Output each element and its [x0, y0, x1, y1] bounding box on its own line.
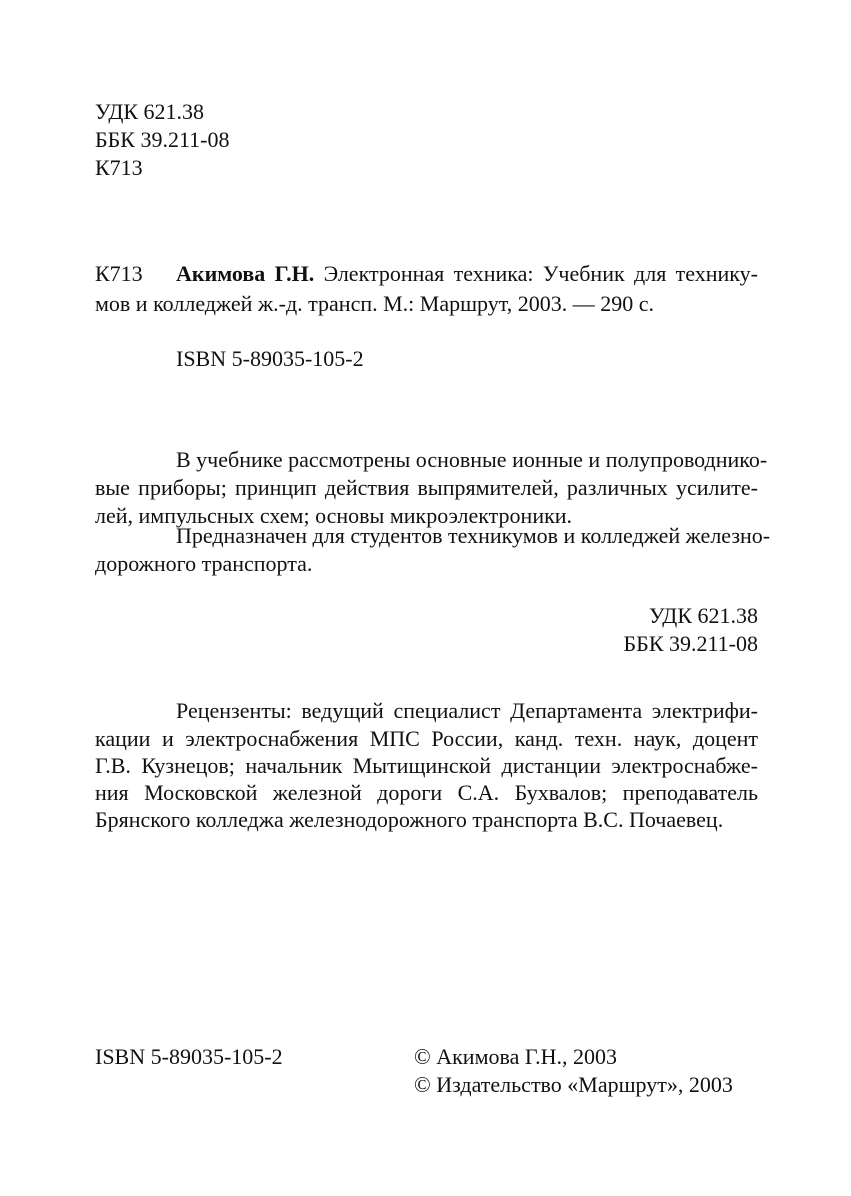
- copyright-author: © Акимова Г.Н., 2003: [414, 1044, 617, 1069]
- bibliographic-line-2: мов и колледжей ж.-д. трансп. М.: Маршрут, 2003. — 290 с.: [95, 291, 654, 316]
- reviewers-line: Г.В. Кузнецов; начальник Мытищинской дистанции электроснабже-: [95, 753, 758, 778]
- bbk-code-right: ББК 39.211-08: [623, 631, 758, 656]
- isbn-footer: ISBN 5-89035-105-2: [95, 1044, 283, 1069]
- isbn-record: ISBN 5-89035-105-2: [176, 346, 364, 371]
- reviewers-line: ния Московской железной дороги С.А. Бухвалов; преподаватель: [95, 780, 758, 805]
- reviewers-line: Рецензенты: ведущий специалист Департамента электрифи-: [176, 698, 758, 723]
- udk-code-right: УДК 621.38: [648, 603, 758, 628]
- annotation-line: В учебнике рассмотрены основные ионные и полупроводнико-: [176, 447, 768, 472]
- author-name: Акимова Г.Н.: [176, 261, 315, 286]
- copyright-publisher: © Издательство «Маршрут», 2003: [414, 1072, 733, 1097]
- annotation-line: лей, импульсных схем; основы микроэлектроники.: [95, 503, 573, 528]
- title-text: Электронная техника: Учебник для технику-: [323, 261, 758, 286]
- udk-code-top: УДК 621.38: [95, 99, 205, 124]
- reviewers-line: кации и электроснабжения МПС России, канд. техн. наук, доцент: [95, 726, 758, 751]
- annotation-line: Предназначен для студентов техникумов и колледжей железно-: [176, 523, 771, 548]
- annotation-line: дорожного транспорта.: [95, 551, 313, 576]
- reviewers-line: Брянского колледжа железнодорожного транспорта В.С. Почаевец.: [95, 807, 724, 832]
- annotation-line: вые приборы; принцип действия выпрямителей, различных усилите-: [95, 475, 758, 500]
- author-mark: К713: [95, 261, 143, 286]
- author-mark-top: К713: [95, 155, 143, 180]
- bbk-code-top: ББК 39.211-08: [95, 127, 230, 152]
- bibliographic-line-1: [176, 260, 758, 288]
